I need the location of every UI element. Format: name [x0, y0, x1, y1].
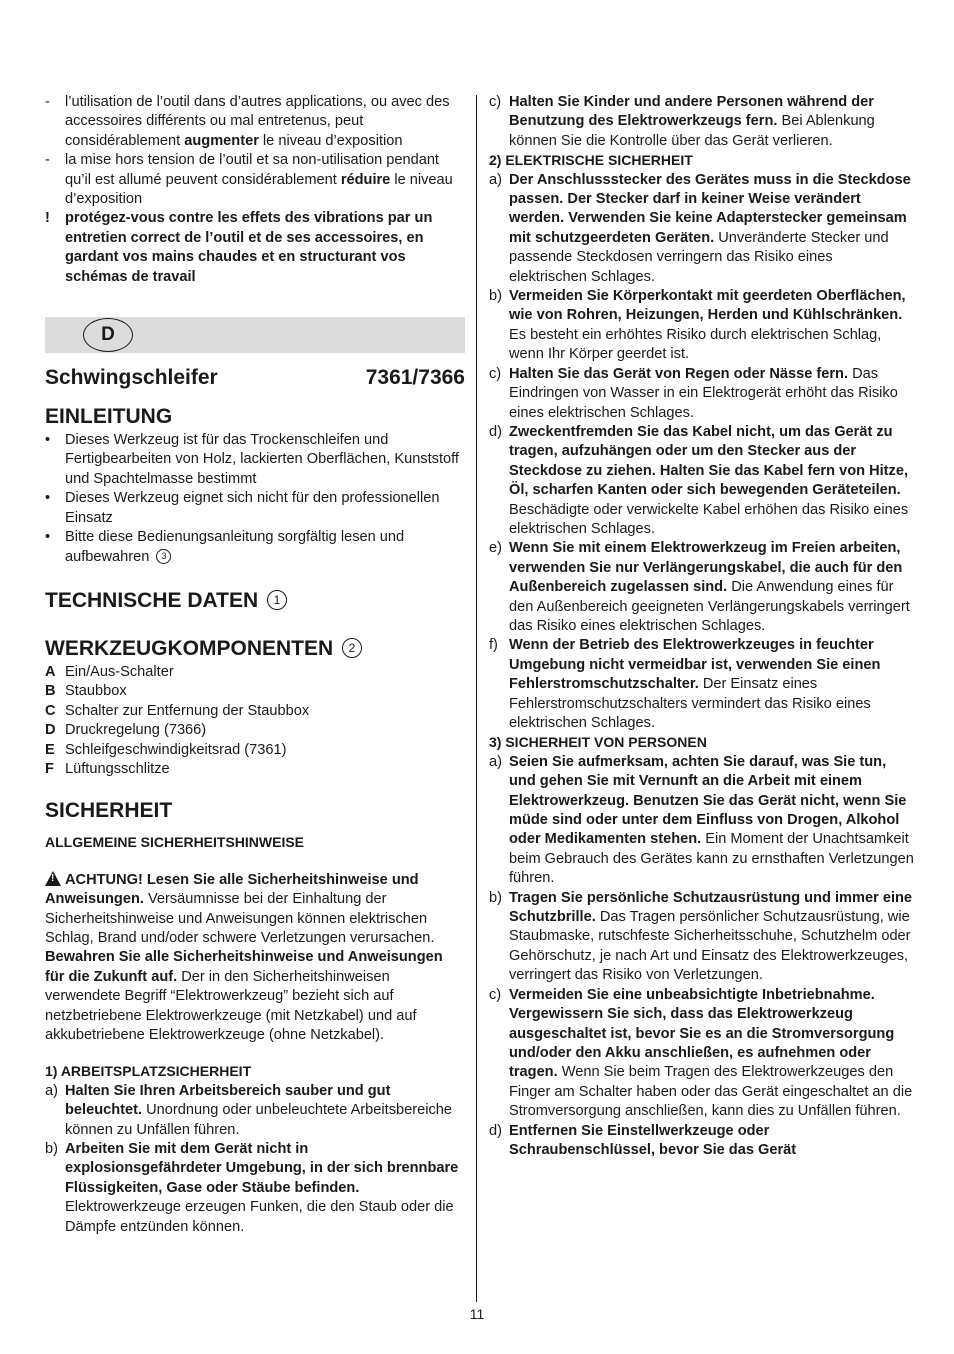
safety-item: b) Tragen Sie persönliche Schutzausrüstung und immer eine Schutzbrille. Das Tragen persönlicher Schutzausrüstung, wie Staubmaske, rutschfeste Sicherheitsschuhe, Schutzhelm oder Gehörschutz, je nach Art und Einsatz des Elektrowerkzeuges, verringert das Risiko von Verletzungen. [489, 889, 913, 984]
component-item: E Schleifgeschwindigkeitsrad (7361) [45, 741, 287, 758]
fr-item-text: l’utilisation de l’outil dans d’autres applications, ou avec des accessoires différents ou mal entretenus, peut considérablement augmenter le niveau d’exposition [65, 94, 450, 149]
section-heading-werkzeugkomponenten: WERKZEUGKOMPONENTEN 2 [45, 635, 465, 663]
safety-item: b) Arbeiten Sie mit dem Gerät nicht in explosionsgefährdeter Umgebung, in der sich brennbare Flüssigkeiten, Gase oder Stäube befinden. Elektrowerkzeuge erzeugen Funken, die den Staub oder die Dämpfe entzünden können. [45, 1141, 459, 1235]
component-item: D Druckregelung (7366) [45, 722, 207, 739]
exclamation-marker: ! [45, 210, 50, 227]
fr-list-item [45, 151, 465, 209]
left-column [45, 93, 465, 1237]
right-column [489, 93, 914, 1160]
product-model: 7361/7366 [365, 366, 465, 390]
bullet-marker: • [45, 529, 51, 546]
bullet-text: Bitte diese Bedienungsanleitung sorgfältig lesen und aufbewahren 3 [65, 529, 405, 565]
safety-item: a) Seien Sie aufmerksam, achten Sie darauf, was Sie tun, und gehen Sie mit Vernunft an die Arbeit mit einem Elektrowerkzeug. Benutzen Sie das Gerät nicht, wenn Sie müde sind oder unter dem Einfluss von Drogen, Alkohol oder Medikamenten stehen. Ein Moment der Unachtsamkeit beim Gebrauch des Gerätes kann zu ernsthaften Verletzungen führen. [489, 753, 914, 887]
section-heading-einleitung: EINLEITUNG [45, 405, 173, 429]
section-heading-technische-daten: TECHNISCHE DATEN 1 [45, 587, 465, 615]
figure-ref-badge: 2 [342, 638, 362, 658]
list-item [45, 489, 465, 528]
safety-item: c) Vermeiden Sie eine unbeabsichtigte Inbetriebnahme. Vergewissern Sie sich, dass das Elektrowerkzeug ausgeschaltet ist, bevor Sie es an die Stromversorgung und/oder den Akku anschließen, es aufnehmen oder tragen. Wenn Sie beim Tragen des Elektrowerkzeuges den Finger am Schalter haben oder das Gerät eingeschaltet an die Stromversorgung anschließen, kann dies zu Unfällen führen. [489, 986, 913, 1120]
column-divider [476, 95, 477, 1302]
safety-item: c) Halten Sie das Gerät von Regen oder Nässe fern. Das Eindringen von Wasser in ein Elektrogerät erhöht das Risiko eines elektrischen Schlages. [489, 365, 898, 421]
component-item: A Ein/Aus-Schalter [45, 663, 174, 680]
safety-item: e) Wenn Sie mit einem Elektrowerkzeug im Freien arbeiten, verwenden Sie nur Verlängerungskabel, die auch für den Außenbereich zugelassen sind. Die Anwendung eines für den Außenbereich geeigneten Verlängerungskabels verringert das Risiko eines elektrischen Schlages. [489, 540, 910, 634]
fr-item-text: protégez-vous contre les effets des vibrations par un entretien correct de l’outil et de ses accessoires, en gardant vos mains chaudes et en structurant vos schémas de travail [65, 210, 433, 285]
subheading-elektrische: 2) ELEKTRISCHE SICHERHEIT [489, 152, 693, 169]
list-item [45, 528, 465, 567]
bullet-text: Dieses Werkzeug ist für das Trockenschleifen und Fertigbearbeiten von Holz, lackierten Oberflächen, Kunststoff und Spachtelmasse bestimmt [65, 432, 459, 487]
component-item: C Schalter zur Entfernung der Staubbox [45, 702, 310, 719]
bullet-marker: • [45, 490, 51, 507]
bullet-marker: • [45, 432, 51, 449]
warning-paragraph: !ACHTUNG! Lesen Sie alle Sicherheitshinweise und Anweisungen. Versäumnisse bei der Einhaltung der Sicherheitshinweise und Anweisungen können elektrischen Schlag, Brand und/oder schwere Verletzungen verursachen. Bewahren Sie alle Sicherheitshinweise und Anweisungen für die Zukunft auf. Der in den Sicherheitshinweisen verwendete Begriff “Elektrowerkzeug” bezieht sich auf netzbetriebene Elektrowerkzeuge (mit Netzkabel) und auf akkubetriebene Elektrowerkzeuge (ohne Netzkabel). [45, 869, 465, 1046]
safety-item: d) Entfernen Sie Einstellwerkzeuge oder Schraubenschlüssel, bevor Sie das Gerät [489, 1122, 797, 1158]
safety-item: a) Halten Sie Ihren Arbeitsbereich sauber und gut beleuchtet. Unordnung oder unbeleuchtete Arbeitsbereiche können zu Unfällen führen. [45, 1082, 452, 1138]
language-badge: D [83, 318, 133, 352]
subheading-arbeitsplatz: 1) ARBEITSPLATZSICHERHEIT [45, 1063, 252, 1080]
page-number: 11 [469, 1306, 485, 1322]
language-band [45, 317, 465, 353]
dash-marker: - [45, 94, 50, 110]
safety-item: d) Zweckentfremden Sie das Kabel nicht, um das Gerät zu tragen, aufzuhängen oder um den Stecker aus der Steckdose zu ziehen. Halten Sie das Kabel fern von Hitze, Öl, scharfen Kanten oder sich bewegenden Geräteteilen. Beschädigte oder verwickelte Kabel erhöhen das Risiko eines elektrischen Schlages. [489, 423, 909, 537]
list-item [45, 431, 465, 489]
component-item: B Staubbox [45, 683, 127, 700]
component-item: F Lüftungsschlitze [45, 760, 170, 777]
product-name: Schwingschleifer [45, 366, 218, 390]
safety-item: c) Halten Sie Kinder und andere Personen während der Benutzung des Elektrowerkzeugs fern. Bei Ablenkung können Sie die Kontrolle über das Gerät verlieren. [489, 94, 875, 149]
dash-marker: - [45, 152, 50, 169]
fr-warning-item [45, 209, 465, 287]
product-header [45, 365, 465, 391]
bullet-text: Dieses Werkzeug eignet sich nicht für den professionellen Einsatz [65, 490, 440, 526]
fr-item-text: la mise hors tension de l’outil et sa non-utilisation pendant qu’il est allumé peuvent considérablement réduire le niveau d’exposition [65, 152, 453, 208]
subheading-personen: 3) SICHERHEIT VON PERSONEN [489, 734, 707, 751]
warning-triangle-icon [45, 871, 61, 886]
safety-item: b) Vermeiden Sie Körperkontakt mit geerdeten Oberflächen, wie von Rohren, Heizungen, Herden und Kühlschränken. Es besteht ein erhöhtes Risiko durch elektrischen Schlag, wenn Ihr Körper geerdet ist. [489, 288, 906, 363]
section-heading-sicherheit: SICHERHEIT [45, 799, 173, 823]
safety-item: a) Der Anschlussstecker des Gerätes muss in die Steckdose passen. Der Stecker darf in keiner Weise verändert werden. Verwenden Sie keine Adapterstecker gemeinsam mit schutzgeerdeten Geräten. Unveränderte Stecker und passende Steckdosen verringern das Risiko eines elektrischen Schlages. [489, 171, 911, 285]
figure-ref-badge: 1 [267, 590, 287, 610]
figure-ref-badge: 3 [156, 549, 171, 564]
safety-item: f) Wenn der Betrieb des Elektrowerkzeuges in feuchter Umgebung nicht vermeidbar ist, verwenden Sie einen Fehlerstromschutzschalter. Der Einsatz eines Fehlerstromschutzschalters vermindert das Risiko eines elektrischen Schlages. [489, 637, 881, 731]
subheading-allgemeine: ALLGEMEINE SICHERHEITSHINWEISE [45, 834, 305, 851]
fr-list-item [45, 93, 465, 151]
